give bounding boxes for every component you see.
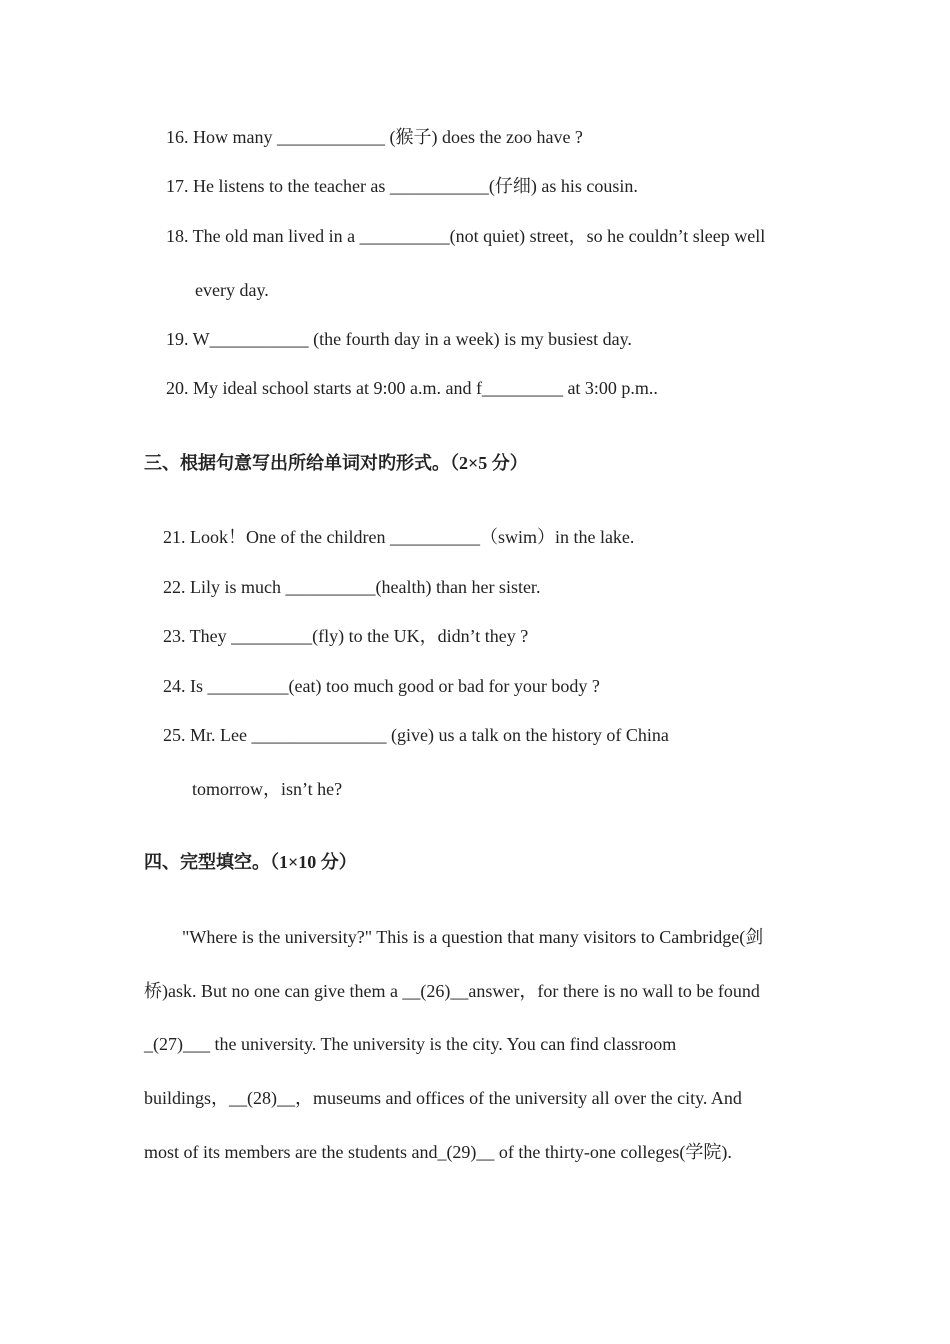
question-18-continued: every day. (195, 280, 269, 300)
question-19: 19. W___________ (the fourth day in a week) is my busiest day. (166, 329, 632, 349)
passage-line-3: _(27)___ the university. The university is the city. You can find classroom (144, 1034, 677, 1054)
question-25-continued: tomorrow，isn’t he? (192, 779, 343, 799)
question-25: 25. Mr. Lee _______________ (give) us a talk on the history of China (163, 725, 669, 745)
passage-line-1: "Where is the university?" This is a question that many visitors to Cambridge(剑 (182, 927, 764, 947)
question-22: 22. Lily is much __________(health) than her sister. (163, 577, 541, 597)
question-24: 24. Is _________(eat) too much good or bad for your body ? (163, 676, 600, 696)
passage-line-2: 桥)ask. But no one can give them a __(26)__answer，for there is no wall to be found (144, 981, 760, 1001)
passage-line-5: most of its members are the students and_(29)__ of the thirty-one colleges(学院). (144, 1142, 732, 1162)
question-23: 23. They _________(fly) to the UK，didn’t they ? (163, 626, 529, 646)
question-18: 18. The old man lived in a __________(not quiet) street，so he couldn’t sleep well (166, 226, 766, 246)
question-20: 20. My ideal school starts at 9:00 a.m. and f_________ at 3:00 p.m.. (166, 378, 658, 398)
section-3-heading: 三、根据句意写出所给单词对旳形式。（2×5 分） (144, 453, 528, 473)
section-4-heading: 四、完型填空。（1×10 分） (144, 852, 357, 872)
passage-line-4: buildings，__(28)__，museums and offices of the university all over the city. And (144, 1088, 742, 1108)
question-16: 16. How many ____________ (猴子) does the zoo have ? (166, 127, 583, 147)
question-17: 17. He listens to the teacher as ___________(仔细) as his cousin. (166, 176, 638, 196)
question-21: 21. Look！One of the children __________（swim）in the lake. (163, 527, 635, 547)
